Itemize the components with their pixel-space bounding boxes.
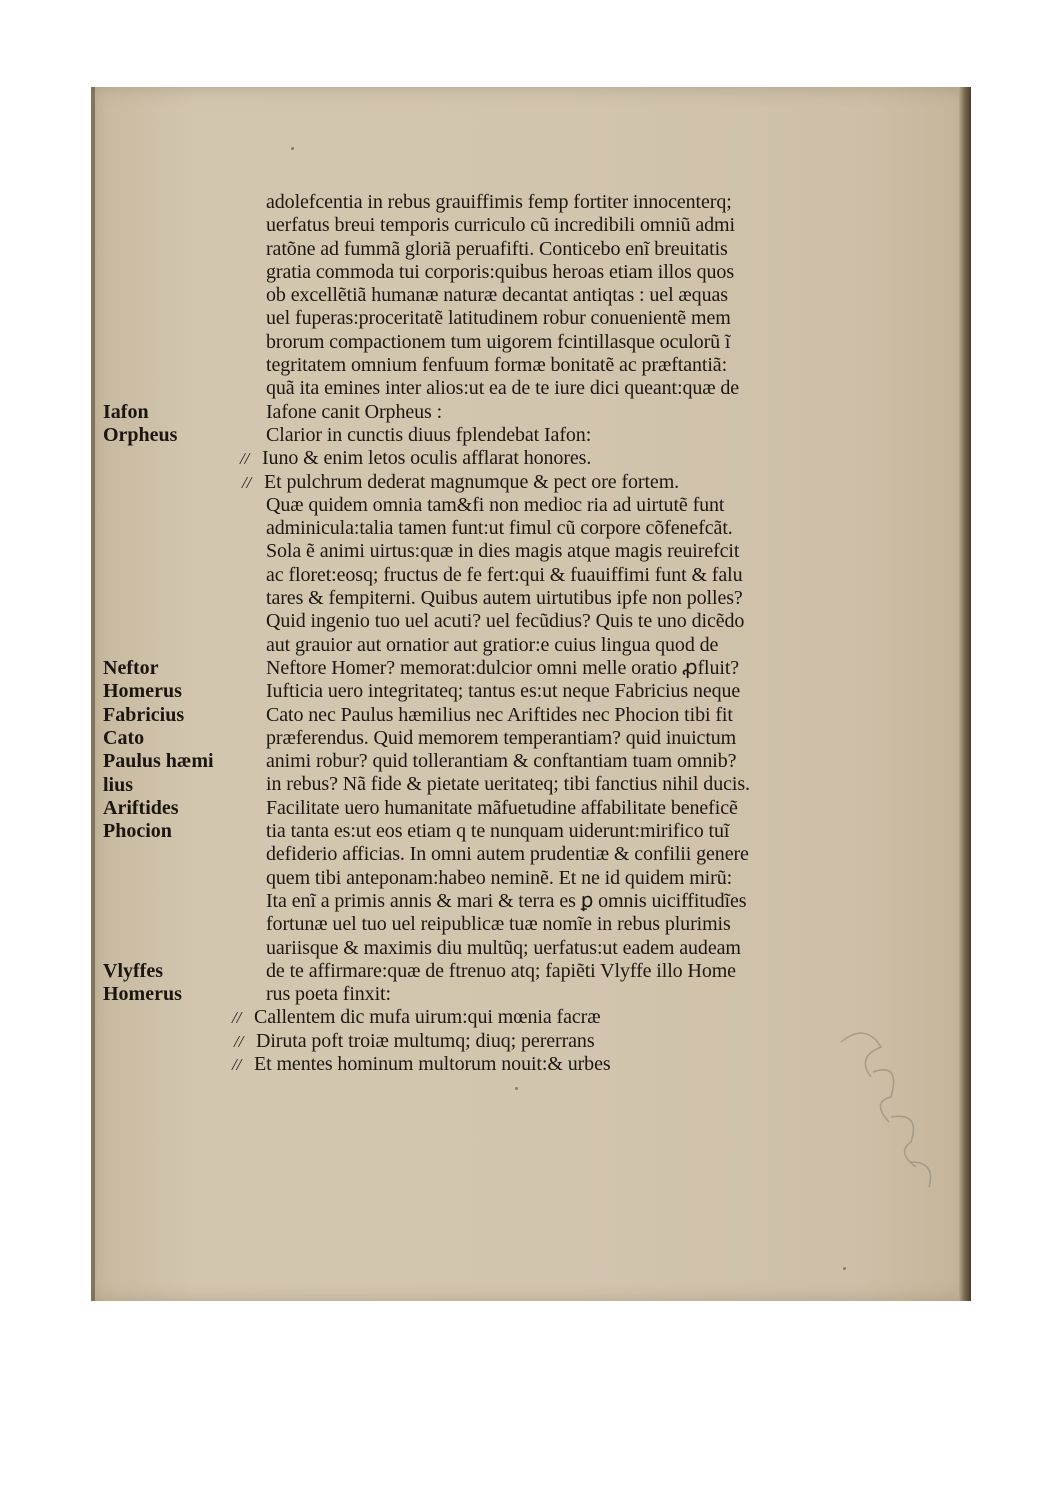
text-line bbox=[266, 657, 886, 680]
text-line bbox=[266, 238, 886, 261]
text-line bbox=[266, 261, 886, 284]
text-line bbox=[266, 773, 886, 796]
text-line-content: ob excellẽtiã humanæ naturæ decantat antiqtas : uel æquas bbox=[266, 284, 728, 307]
text-line bbox=[266, 890, 886, 913]
text-line-content: quã ita emines inter alios:ut ea de te iure dici queant:quæ de bbox=[266, 377, 740, 400]
text-line bbox=[266, 680, 886, 703]
text-line-content: defiderio afficias. In omni autem prudentiæ & confilii genere bbox=[266, 843, 749, 866]
text-line-content: uariisque & maximis diu multũq; uerfatus:ut eadem audeam bbox=[266, 936, 741, 959]
text-line-content: Iufticia uero integritateq; tantus es:ut neque Fabricius neque bbox=[266, 680, 741, 703]
text-line-content: præferendus. Quid memorem temperantiam? quid inuictum bbox=[266, 726, 737, 749]
text-line-content: Iafone canit Orpheus : bbox=[266, 400, 443, 423]
text-line-content: Facilitate uero humanitate mãfuetudine affabilitate beneficẽ bbox=[266, 796, 738, 819]
text-line bbox=[266, 494, 886, 517]
text-line bbox=[234, 1029, 886, 1053]
text-line-content: Quæ quidem omnia tam&fi non medioc ria ad uirtutẽ funt bbox=[266, 493, 725, 516]
text-line bbox=[266, 540, 886, 563]
margin-note: Vlyffes bbox=[103, 959, 163, 982]
text-line bbox=[232, 1006, 886, 1029]
text-line-content: Sola ẽ animi uirtus:quæ in dies magis atque magis reuirefcit bbox=[266, 540, 740, 563]
verse-marker: // bbox=[242, 472, 252, 492]
margin-note: Paulus hæmi bbox=[103, 750, 214, 773]
manuscript-page bbox=[91, 87, 971, 1301]
text-line-content: ac floret:eosq; fructus de fe fert:qui & fuauiffimi funt & falu bbox=[266, 563, 743, 586]
verse-marker: // bbox=[232, 1054, 242, 1074]
text-line-content: Ita enĩ a primis annis & mari & terra es ꝑ omnis uiciffitudĩes bbox=[266, 889, 747, 912]
text-line bbox=[242, 470, 886, 494]
text-line bbox=[266, 331, 886, 354]
text-line bbox=[266, 843, 886, 866]
text-line-content: Iuno & enim letos oculis afflarat honores. bbox=[262, 447, 592, 470]
margin-note: Cato bbox=[103, 726, 145, 749]
text-line bbox=[266, 424, 886, 447]
text-line-content: fortunæ uel tuo uel reipublicæ tuæ nomĩe in rebus plurimis bbox=[266, 913, 731, 936]
verse-marker: // bbox=[240, 449, 250, 469]
text-line-content: ratõne ad fummã gloriã peruafifti. Conticebo enĩ breuitatis bbox=[266, 237, 728, 260]
margin-note: Homerus bbox=[103, 680, 182, 703]
text-line bbox=[266, 937, 886, 960]
text-line bbox=[266, 517, 886, 540]
text-line bbox=[266, 913, 886, 936]
text-line bbox=[266, 727, 886, 750]
text-line bbox=[266, 564, 886, 587]
margin-note: Fabricius bbox=[103, 703, 185, 726]
text-line bbox=[266, 377, 886, 400]
text-line bbox=[266, 960, 886, 983]
text-line-content: Et pulchrum dederat magnumque & pect ore fortem. bbox=[264, 470, 680, 493]
text-line-content: uel fuperas:proceritatẽ latitudinem robur conuenientẽ mem bbox=[266, 307, 731, 330]
text-line-content: Diruta poft troiæ multumq; diuq; pererrans bbox=[256, 1029, 595, 1052]
text-line-content: adminicula:talia tamen funt:ut fimul cũ corpore cõfenefcãt. bbox=[266, 517, 733, 540]
text-line bbox=[240, 447, 886, 470]
text-line-content: de te affirmare:quæ de ftrenuo atq; fapiẽti Vlyffe illo Home bbox=[266, 959, 736, 982]
main-text-block bbox=[232, 191, 886, 1076]
text-line-content: uerfatus breui temporis curriculo cũ incredibili omniũ admi bbox=[266, 214, 735, 237]
text-line-content: Quid ingenio tuo uel acuti? uel fecũdius? Quis te uno dicẽdo bbox=[266, 610, 745, 633]
text-line-content: tia tanta es:ut eos etiam q te nunquam uiderunt:mirifico tuĩ bbox=[266, 820, 730, 843]
text-line-content: Neftore Homer? memorat:dulcior omni melle oratio ꝓfluit? bbox=[266, 656, 740, 679]
margin-note: Phocion bbox=[103, 820, 172, 843]
text-line bbox=[266, 191, 886, 214]
margin-note: Ariftides bbox=[103, 796, 179, 819]
text-line-content: tares & fempiterni. Quibus autem uirtutibus ipfe non polles? bbox=[266, 587, 743, 610]
text-line bbox=[266, 634, 886, 657]
text-line-content: rus poeta finxit: bbox=[266, 983, 391, 1006]
verse-marker: // bbox=[232, 1008, 242, 1028]
text-line bbox=[232, 1052, 886, 1076]
margin-note: lius bbox=[103, 773, 134, 796]
text-line bbox=[266, 587, 886, 610]
text-line bbox=[266, 354, 886, 377]
text-line-content: Callentem dic mufa uirum:qui mœnia facræ bbox=[254, 1006, 601, 1029]
text-line-content: brorum compactionem tum uigorem fcintillasque oculorũ ĩ bbox=[266, 330, 731, 353]
page-gutter bbox=[91, 87, 95, 1301]
text-line bbox=[266, 401, 886, 424]
text-line-content: Et mentes hominum multorum nouit:& urbes bbox=[254, 1052, 611, 1075]
text-line bbox=[266, 750, 886, 773]
ink-speck bbox=[291, 147, 294, 150]
text-line bbox=[266, 284, 886, 307]
text-line-content: quem tibi anteponam:habeo neminẽ. Et ne id quidem mirũ: bbox=[266, 866, 733, 889]
text-line bbox=[266, 610, 886, 633]
text-line-content: adolefcentia in rebus grauiffimis femp fortiter innocenterq; bbox=[266, 191, 732, 213]
text-line-content: Cato nec Paulus hæmilius nec Ariftides nec Phocion tibi fit bbox=[266, 703, 733, 726]
ink-speck bbox=[515, 1087, 518, 1090]
text-line bbox=[266, 983, 886, 1006]
margin-note: Neftor bbox=[103, 657, 159, 679]
margin-note: Orpheus bbox=[103, 424, 178, 446]
verse-marker: // bbox=[234, 1031, 244, 1051]
text-line bbox=[266, 307, 886, 330]
text-line bbox=[266, 797, 886, 820]
text-line bbox=[266, 867, 886, 890]
margin-note: Homerus bbox=[103, 983, 182, 1006]
text-line bbox=[266, 820, 886, 843]
text-line-content: tegritatem omnium fenfuum formæ bonitatẽ ac præftantiã: bbox=[266, 354, 728, 377]
page-edge bbox=[959, 87, 971, 1301]
text-line-content: in rebus? Nã fide & pietate ueritateq; tibi fanctius nihil ducis. bbox=[266, 773, 750, 796]
ink-speck bbox=[843, 1267, 846, 1270]
margin-note: Iafon bbox=[103, 400, 149, 423]
text-line-content: aut grauior aut ornatior aut gratior:e cuius lingua quod de bbox=[266, 633, 719, 656]
text-line bbox=[266, 214, 886, 237]
text-line-content: animi robur? quid tollerantiam & conftantiam tuam omnib? bbox=[266, 750, 737, 773]
text-line-content: Clarior in cunctis diuus fplendebat Iafon: bbox=[266, 423, 592, 446]
text-line bbox=[266, 704, 886, 727]
text-line-content: gratia commoda tui corporis:quibus heroas etiam illos quos bbox=[266, 260, 734, 283]
